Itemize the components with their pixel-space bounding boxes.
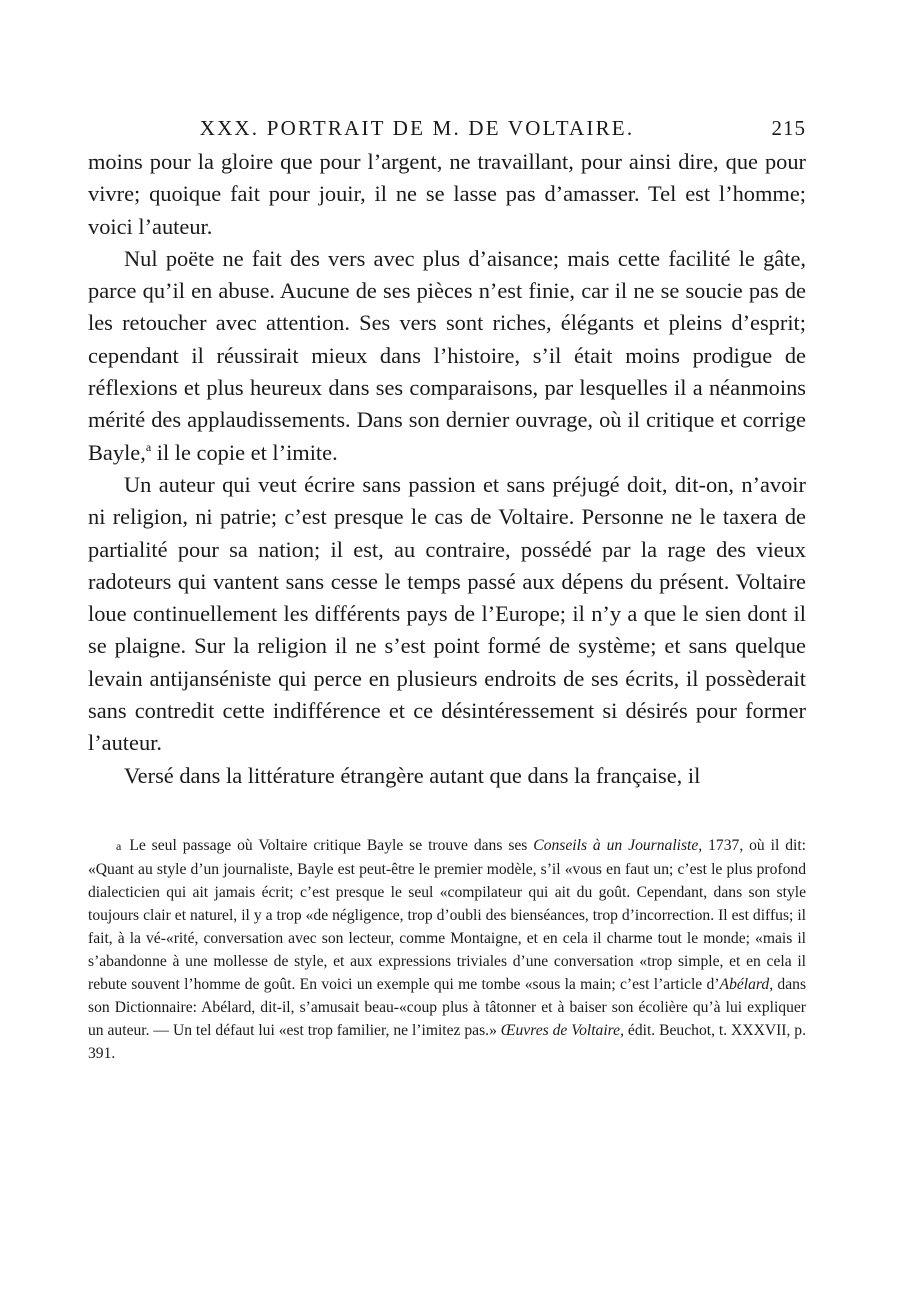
footnote-italic-2: Abélard, xyxy=(719,975,774,993)
chapter-title: XXX. PORTRAIT DE M. DE VOLTAIRE. xyxy=(199,116,635,140)
footnote-a xyxy=(88,834,806,1065)
footnote-italic-1: Conseils à un Journaliste, xyxy=(533,836,703,854)
body-text xyxy=(88,146,806,792)
paragraph-3: Un auteur qui veut écrire sans passion et sans préjugé doit, dit-on, n’avoir ni religion, ni patrie; c’est presque le cas de Voltaire. Personne ne le taxera de partialité pour sa nation; il est, au contraire, possédé par la rage des vieux radoteurs qui vantent sans cesse le temps passé aux dépens du présent. Voltaire loue continuellement les différents pays de l’Europe; il n’y a que le sien dont il se plaigne. Sur la religion il ne s’est point formé de système; et sans quelque levain antijanséniste qui perce en plusieurs endroits de ses écrits, il possèderait sans contredit cette indifférence et ce désintéressement si désirés pour former l’auteur. xyxy=(88,471,806,756)
footnote-italic-3: Œuvres de Voltaire, xyxy=(500,1021,624,1039)
footnote-text-3: dans son Dictionnaire: Abélard, dit-il, s’amusait beau-«coup plus à tâtonner et à baiser son écolière qu’à lui expliquer un auteur. — Un tel défaut lui «est trop familier, ne l’imitez pas.» xyxy=(88,975,807,1039)
footnote-marker: a xyxy=(116,838,122,853)
page-number: 215 xyxy=(771,116,806,140)
running-head xyxy=(88,112,806,146)
paragraph-2-tail: il le copie et l’imite. xyxy=(151,439,338,465)
paragraph-2 xyxy=(88,243,806,469)
footnote-reference[interactable]: a xyxy=(145,439,152,454)
footnote-text-1: Le seul passage où Voltaire critique Bayle se trouve dans ses xyxy=(129,836,534,854)
footnote-text-4: édit. Beuchot, t. XXXVII, p. 391. xyxy=(88,1021,806,1062)
page xyxy=(88,112,806,1065)
footnotes xyxy=(88,834,806,1065)
paragraph-1: moins pour la gloire que pour l’argent, ne travaillant, pour ainsi dire, que pour vivre; quoique fait pour jouir, il ne se lasse pas d’amasser. Tel est l’homme; voici l’auteur. xyxy=(88,149,806,239)
footnote-text-2: 1737, où il dit: «Quant au style d’un journaliste, Bayle est peut-être le premier modèle, s’il «vous en faut un; c’est le plus profond dialecticien qui ait jamais écrit; c’est presque le seul «compilateur qui ait du goût. Cependant, dans son style toujours clair et naturel, il y a trop «de négligence, trop d’oubli des bienséances, trop d’incorrection. Il est diffus; il fait, à la vé-«rité, conversation avec son lecteur, comme Montaigne, et en cela il charme tout le monde; «mais il s’abandonne à une mollesse de style, et aux expressions triviales d’une conversation «trop simple, et en cela il rebute souvent l’homme de goût. En voici un exemple qui me tombe «sous la main; c’est l’article d’ xyxy=(88,836,807,993)
paragraph-2-text: Nul poëte ne fait des vers avec plus d’aisance; mais cette facilité le gâte, parce qu’il en abuse. Aucune de ses pièces n’est finie, car il ne se soucie pas de les retoucher avec attention. Ses vers sont riches, élégants et pleins d’esprit; cependant il réussirait mieux dans l’histoire, s’il était moins prodigue de réflexions et plus heureux dans ses comparaisons, par lesquelles il a néanmoins mérité des applaudissements. Dans son dernier ouvrage, où il critique et corrige Bayle, xyxy=(88,245,806,465)
paragraph-4: Versé dans la littérature étrangère autant que dans la française, il xyxy=(124,762,701,788)
